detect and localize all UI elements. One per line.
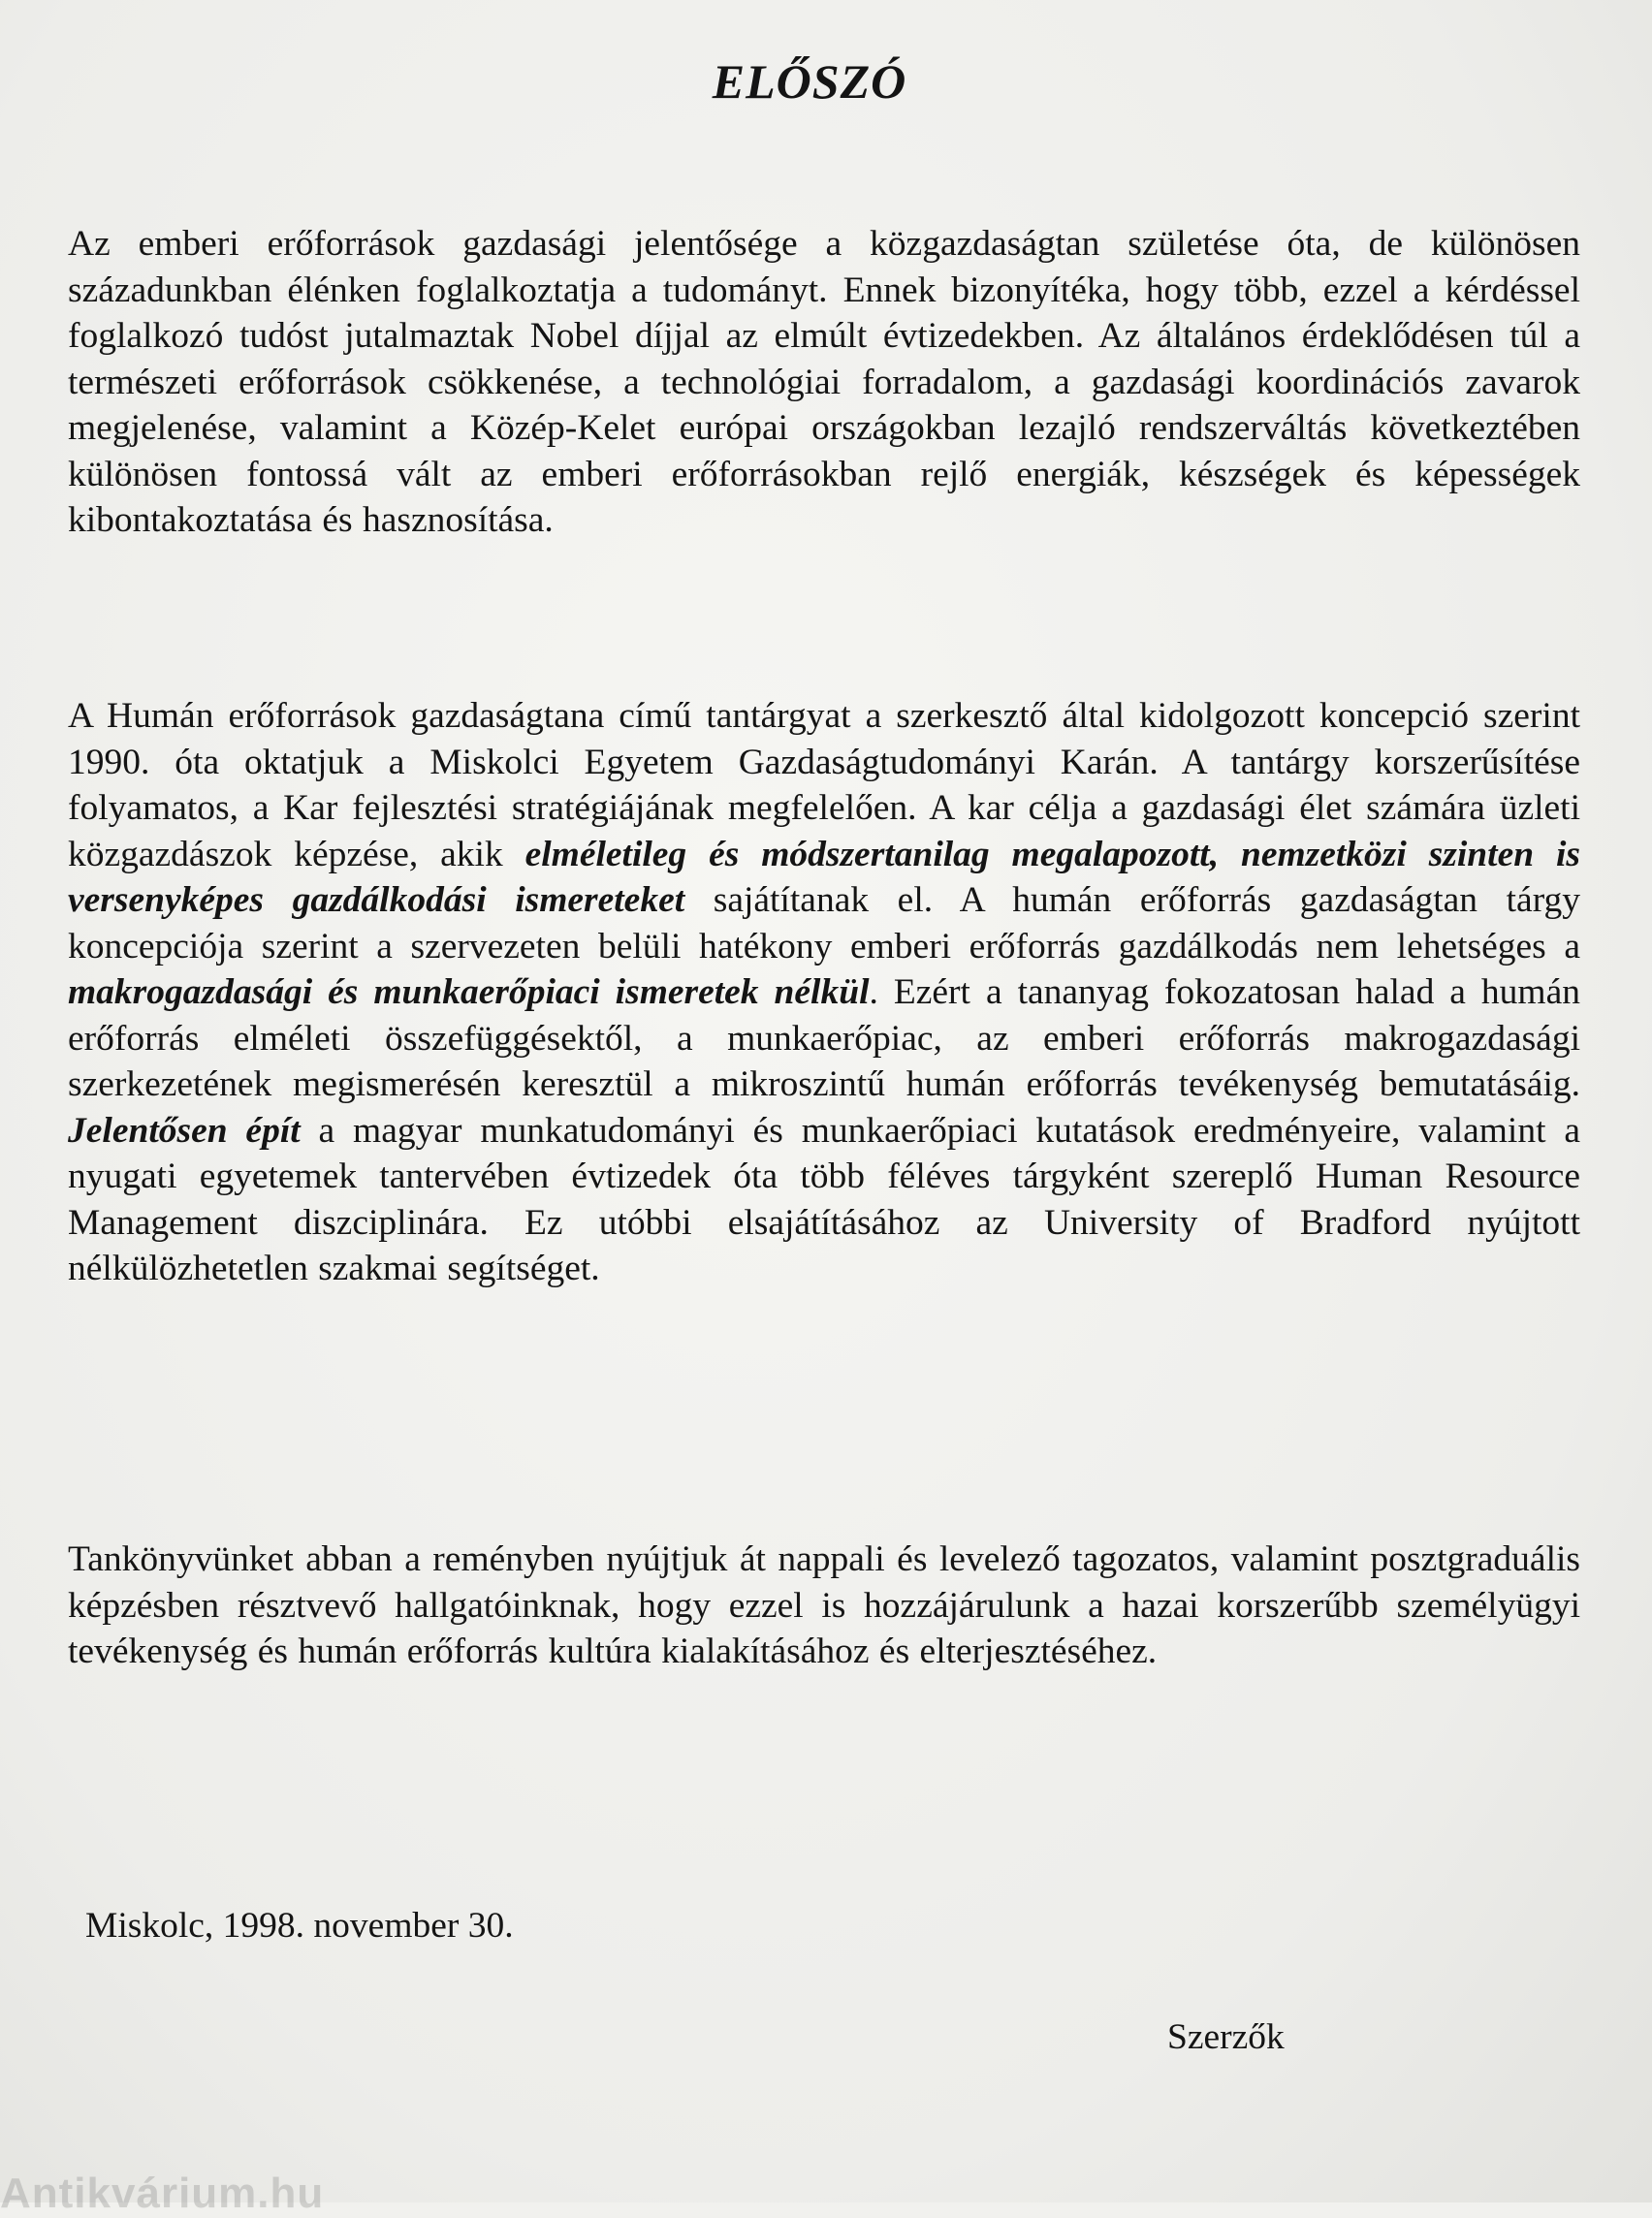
emphasis-macroeconomic: makrogazdasági és munkaerőpiaci ismeretek nélkül: [68, 972, 870, 1012]
paragraph-course-text-4: a magyar munkatudományi és munkaerőpiaci kutatások eredményeire, valamint a nyugati egyetemek tantervében évtizedek óta több féléves tárgyként szereplő Human Resource Management diszciplinára. Ez utóbbi elsajátításához az University of Bradford nyújtott nélkülözhetetlen szakmai segítséget.: [68, 1110, 1580, 1288]
paragraph-course-text-3: . Ezért a tananyag fokozatosan halad a humán erőforrás elméleti összefüggésektől, a munkaerőpiac, az emberi erőforrás makrogazdasági szerkezetének megismerésén keresztül a mikroszintű humán erőforrás tevékenység bemutatásáig.: [68, 972, 1581, 1104]
emphasis-knowledge: elméletileg és módszertanilag megalapozott, nemzetközi szinten is versenyképes gazdálkodási ismereteket: [68, 834, 1580, 920]
paragraph-course-text-2: sajátítanak el. A humán erőforrás gazdaságtan tárgy koncepciója szerint a szervezeten belüli hatékony emberi erőforrás gazdálkodás nem lehetséges a: [68, 880, 1581, 966]
paragraph-intro: Az emberi erőforrások gazdasági jelentősége a közgazdaságtan születése óta, de különösen századunkban élénken foglalkoztatja a tudományt. Ennek bizonyítéka, hogy több, ezzel a kérdéssel foglalkozó tudóst jutalmaztak Nobel díjjal az elmúlt évtizedekben. Az általános érdeklődésen túl a természeti erőforrások csökkenése, a technológiai forradalom, a gazdasági koordinációs zavarok megjelenése, valamint a Közép-Kelet európai országokban lezajló rendszerváltás következtében különösen fontossá vált az emberi erőforrásokban rejlő energiák, készségek és képességek kibontakoztatása és hasznosítása.: [68, 224, 1580, 540]
page-title: ELŐSZÓ: [712, 54, 907, 109]
emphasis-builds-on: Jelentősen épít: [68, 1110, 301, 1151]
place-date: Miskolc, 1998. november 30.: [85, 1906, 514, 1946]
signature-authors: Szerzők: [1167, 2017, 1285, 2057]
paragraph-course: [68, 693, 1580, 1292]
watermark: Antikvárium.hu: [0, 2170, 325, 2217]
paragraph-course-text-1: A Humán erőforrások gazdaságtana című tantárgyat a szerkesztő által kidolgozott koncepció szerint 1990. óta oktatjuk a Miskolci Egyetem Gazdaságtudományi Karán. A tantárgy korszerűsítése folyamatos, a Kar fejlesztési stratégiájának megfelelően. A kar célja a gazdasági élet számára üzleti közgazdászok képzése, akik: [68, 696, 1580, 874]
paragraph-textbook: Tankönyvünket abban a reményben nyújtjuk át nappali és levelező tagozatos, valamint posztgraduális képzésben résztvevő hallgatóinknak, hogy ezzel is hozzájárulunk a hazai korszerűbb személyügyi tevékenység és humán erőforrás kultúra kialakításához és elterjesztéséhez.: [68, 1539, 1580, 1671]
